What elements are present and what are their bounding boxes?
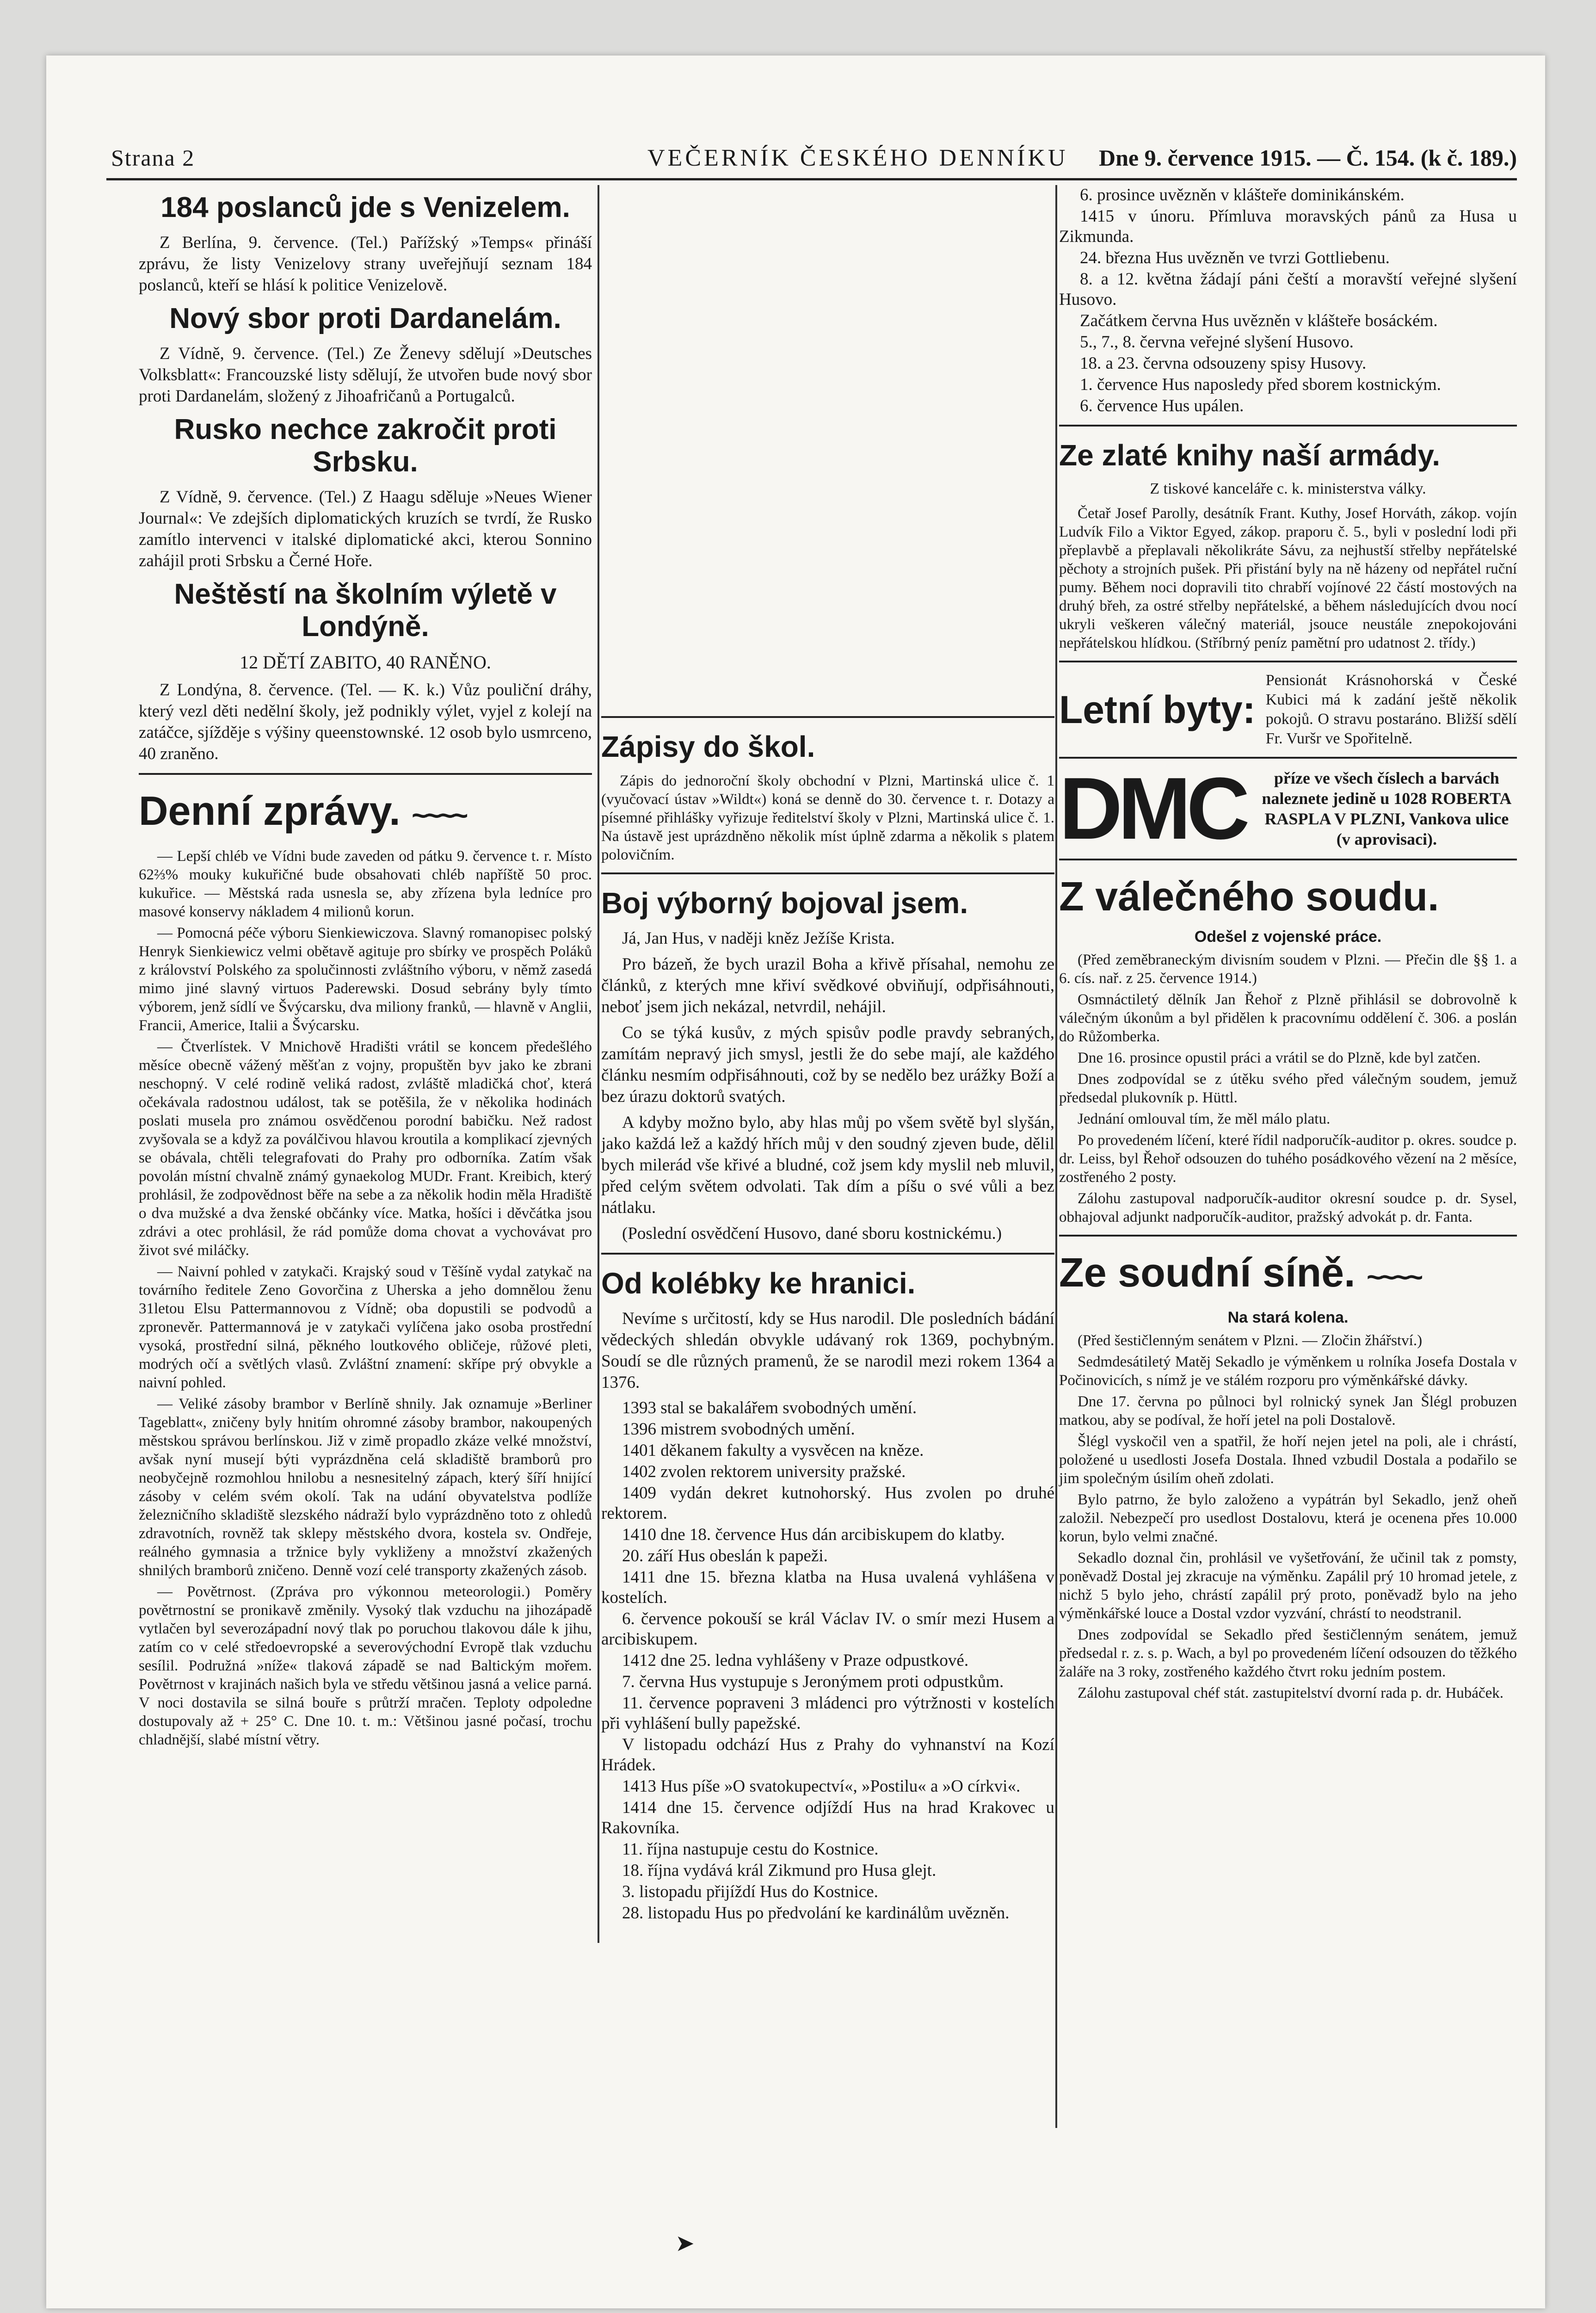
headline-soudni: Ze soudní síně. — [1059, 1249, 1356, 1295]
soudni-paragraph: Zálohu zastupoval chéf stát. zastupitelství dvorní rada p. dr. Hubáček. — [1078, 1685, 1504, 1701]
divider — [139, 773, 592, 775]
headline-zapisy: Zápisy do škol. — [601, 730, 815, 763]
valecny-paragraph: Dne 16. prosince opustil práci a vrátil se do Plzně, kde byl zatčen. — [1078, 1050, 1481, 1066]
divider — [1059, 757, 1517, 759]
column-3 — [1059, 185, 1517, 1705]
timeline-entry: 1396 mistrem svobodných umění. — [622, 1420, 855, 1439]
news-item: — Lepší chléb ve Vídni bude zaveden od pátku 9. července t. r. Místo 62⅔% mouky kukuřičné bude obsahovati chléb napříště 50 proc. kukuřice. — Městská rada usnesla se, aby zřízena byla ledníce pro masové konservy nákladem 4 milionů korun. — [139, 848, 592, 920]
headline-valecny: Z válečného soudu. — [1059, 873, 1439, 919]
page-header — [106, 143, 1517, 180]
newspaper-title: VEČERNÍK ČESKÉHO DENNÍKU — [647, 145, 1068, 171]
divider — [1059, 661, 1517, 662]
timeline-entry: 1. července Hus naposledy před sborem kostnickým. — [1080, 375, 1441, 394]
timeline-entry: 6. července pokouší se král Václav IV. o smír mezi Husem a arcibiskupem. — [601, 1609, 1054, 1649]
section-denni-title: Denní zprávy. — [139, 788, 401, 834]
timeline-entry: 1414 dne 15. července odjíždí Hus na hrad Krakovec u Rakovníka. — [601, 1798, 1054, 1837]
article-nestesti: Z Londýna, 8. července. (Tel. — K. k.) Vůz pouliční dráhy, který vezl děti nedělní školy, jež podnikly výlet, vyjel z kolejí na zatáčce, sjížděje s výšiny queenstownské. 12 osob bylo usmrceno, 40 zraněno. — [139, 680, 592, 763]
subheadline-soudni: Na stará kolena. — [1227, 1309, 1349, 1326]
timeline-entry: 28. listopadu Hus po předvolání ke kardinálům uvězněn. — [622, 1904, 1010, 1923]
headline-kolebky: Od kolébky ke hranici. — [601, 1267, 916, 1300]
ad-dmc — [1059, 760, 1517, 858]
timeline-entry: 20. září Hus obeslán k papeži. — [622, 1546, 828, 1565]
issue-date: Dne 9. července 1915. — Č. 154. (k č. 189.) — [1099, 145, 1517, 171]
ad-letni-byty — [1059, 671, 1517, 748]
column-rule-1 — [598, 185, 599, 1943]
subheadline-nestesti: 12 DĚTÍ ZABITO, 40 RANĚNO. — [240, 652, 491, 673]
timeline-entry: 18. října vydává král Zikmund pro Husa glejt. — [622, 1861, 937, 1880]
section-denni-zpravy — [139, 789, 592, 838]
valecny-paragraph: Jednání omlouval tím, že měl málo platu. — [1078, 1111, 1331, 1127]
timeline-entry: Začátkem června Hus uvězněn v klášteře bosáckém. — [1080, 311, 1438, 330]
ad-letni-title: Letní byty: — [1059, 688, 1256, 731]
column-1 — [139, 185, 592, 1752]
wavy-ornament: ~~~~ — [412, 800, 466, 831]
news-item: — Pomocná péče výboru Sienkiewiczova. Slavný romanopisec polský Henryk Sienkiewicz velmi obětavě agituje pro sbírky ve prospěch Poláků z království Polského za spolučinnosti zvláštního výboru, v němž zasedá mimo jiné slavný virtuos Paderewski. Dosud sebrány byly tímto výborem, jenž sídlí ve Švýcarsku, dva miliony franků, — hlavně v Anglii, Francii, Americe, Italii a Švýcarsku. — [139, 925, 592, 1034]
article-zapisy: Zápis do jednoroční školy obchodní v Plzni, Martinská ulice č. 1 (vyučovací ústav »Wildt«) koná se denně do 30. července t. r. Dotazy a písemné přihlášky vyřizuje ředitelství školy v Plzni, Martinská ulice č. 1. Na ústavě jest uprázdněno několik míst úplně zdarma a několik s platem polovičním. — [601, 773, 1054, 863]
soudni-paragraph: Dne 17. června po půlnoci byl rolnický synek Jan Šlégl probuzen matkou, aby se podíval, že hoří jetel na poli Dostalově. — [1059, 1393, 1517, 1429]
timeline-entry: 11. července popraveni 3 mládenci pro výtržnosti v kostelích při vyhlášení bully papežské. — [601, 1694, 1054, 1733]
headline-nestesti: Neštěstí na školním výletě v Londýně. — [174, 578, 557, 643]
column-2 — [601, 708, 1054, 1924]
timeline-entry: 1413 Hus píše »O svatokupectví«, »Postilu« a »O církvi«. — [622, 1777, 1021, 1796]
wavy-ornament: ~~~~ — [1367, 1262, 1421, 1293]
timeline-entry: 1402 zvolen rektorem university pražské. — [622, 1462, 906, 1481]
page-number: Strana 2 — [111, 145, 195, 171]
timeline-entry: 1410 dne 18. července Hus dán arcibiskupem do klatby. — [622, 1525, 1005, 1544]
valecny-paragraph: Dnes zodpovídal se z útěku svého před válečným soudem, jemuž předsedal plukovník p. Hüttl. — [1059, 1071, 1517, 1106]
timeline-entry: V listopadu odchází Hus z Prahy do vyhnanství na Kozí Hrádek. — [601, 1735, 1054, 1775]
article-zlate: Četař Josef Parolly, desátník Frant. Kuthy, Josef Horváth, zákop. vojín Ludvík Filo a Viktor Egyed, zákop. praporu č. 5., byli v poslední lodi při přeplavbě a přeplavali několikráte Sávu, za nejhustší střelby nepřátelské pěchoty a strojních pušek. Při přistání byly na ně házeny od nepřátel ruční pumy. Během noci dopravili tito chrabří vojínové 22 částí mostových na druhý břeh, za ostré střelby nepřátelské, a během následujících dvou nocí ukryli veškeren válečný materiál, jsouce neustále znepokojováni nepřátelskou hlídkou. (Stříbrný peníz pamětní pro udatnost 2. třídy.) — [1059, 505, 1517, 651]
soudni-paragraph: Sedmdesátiletý Matěj Sekadlo je výměnkem u rolníka Josefa Dostala v Počinovicích, s nímž je ve stálém rozporu pro výměnkářské dávky. — [1059, 1354, 1517, 1389]
boj-paragraph: A kdyby možno bylo, aby hlas můj po všem světě byl slyšán, jako každá lež a každý hřích můj v den soudný zjeven bude, dělil bych milerád vše křivé a bludné, což jsem kdy myslil neb mluvil, před celým světem odvolati. Tak dím a píšu o své vůli a bez nátlaku. — [601, 1113, 1054, 1217]
boj-paragraph: Co se týká kusův, z mých spisův podle pravdy sebraných, zamítám nepravý jich smysl, jestli že do sebe mají, ale každého článku nesmím odpřisáhnouti, což by se nedělo bez urážky Boží a bez úrazu doktorů svatých. — [601, 1023, 1054, 1106]
timeline-entry: 6. prosince uvězněn v klášteře dominikánském. — [1080, 186, 1405, 204]
news-item: — Naivní pohled v zatykači. Krajský soud v Těšíně vydal zatykač na továrního ředitele Zeno Govorčina z Uherska a jeho domnělou ženu 31letou Elsu Pattermannovou z Vídně; oba dopustili se podvodů a zpronevěr. Pattermannová je v zatykači vylíčena jako osoba prostřední vysoká, prostřední silná, pěkného loutkového obličeje, růžové pleti, modrých očí a světlých vlasů. Zvláštní znamení: skřípe prý obvykle a naivní pohled. — [139, 1263, 592, 1391]
soudni-paragraph: (Před šestičlenným senátem v Plzni. — Zločin žhářství.) — [1078, 1332, 1423, 1349]
article-rusko: Z Vídně, 9. července. (Tel.) Z Haagu sděluje »Neues Wiener Journal«: Ve zdejších diplomatických kruzích se tvrdí, že Rusko zamítlo intervenci v italské diplomatické akci, kterou Sonnino zahájil proti Srbsku a Černé Hoře. — [139, 488, 592, 570]
timeline-entry: 7. června Hus vystupuje s Jeronýmem proti odpustkům. — [622, 1672, 1004, 1691]
timeline-entry: 11. října nastupuje cestu do Kostnice. — [622, 1840, 879, 1859]
divider — [601, 716, 1054, 718]
headline-sbor: Nový sbor proti Dardanelám. — [169, 303, 561, 334]
timeline-entry: 1409 vydán dekret kutnohorský. Hus zvolen po druhé rektorem. — [601, 1484, 1054, 1523]
continue-arrow-icon: ➤ — [675, 2230, 695, 2256]
divider — [1059, 859, 1517, 860]
divider — [1059, 1235, 1517, 1237]
headline-zlate: Ze zlaté knihy naší armády. — [1059, 439, 1441, 472]
valecny-paragraph: Osmnáctiletý dělník Jan Řehoř z Plzně přihlásil se dobrovolně k válečným úkonům a byl přidělen k pracovnímu oddělení č. 306. a poslán do Růžomberka. — [1059, 991, 1517, 1045]
dmc-text: příze ve všech číslech a barvách naleznete jedině u 1028 ROBERTA RASPLA V PLZNI, Vankova ulice (v aprovisaci). — [1262, 769, 1512, 848]
boj-paragraph: Já, Jan Hus, v naději kněz Ježíše Krista. — [622, 929, 895, 948]
valecny-paragraph: (Před zeměbraneckým divisním soudem v Plzni. — Přečin dle §§ 1. a 6. cís. nař. z 25. července 1914.) — [1059, 952, 1517, 987]
section-soudni — [1059, 1250, 1517, 1299]
valecny-paragraph: Po provedeném líčení, které řídil nadporučík-auditor p. okres. soudce p. dr. Leiss, byl Řehoř odsouzen do tuhého posádkového vězení na 2 měsíce, zostřeného 2 posty. — [1059, 1132, 1517, 1186]
column-rule-2 — [1055, 185, 1057, 2128]
headline-boj: Boj výborný bojoval jsem. — [601, 886, 968, 920]
soudni-paragraph: Sekadlo doznal čin, prohlásil ve vyšetřování, že učinil tak z pomsty, poněvadž Dostal jej zkracuje na výměnku. Zapálil prý 10 hromad jetele, z nichž 5 bylo jeho, chrástí zapálil prý proto, poněvadž bylo na jeho výměnkářské louce a Dostal vzdor vyzvání, chrástí to neodstranil. — [1059, 1550, 1517, 1622]
soudni-paragraph: Dnes zodpovídal se Sekadlo před šestičlenným senátem, jemuž předsedal r. z. s. p. Wach, a byl po provedeném líčení odsouzen do těžkého žaláře na 3 roky, zostřeného každého čtvrt roku jedním postem. — [1059, 1627, 1517, 1680]
news-item: — Čtverlístek. V Mnichově Hradišti vrátil se koncem předešlého měsíce obecně vážený měšťan z vojny, propuštěn byv jako ke zbrani neschopný. V celé rodině veliká radost, zvláště mladičká choť, která očekávala radostnou událost, tak se potěšila, že v několika hodinách poslati musela pro známou osvědčenou porodní babičku. Než radost zvyšovala se a když za poválčivou hlavou kroutila a komplikací zjevných se obávala, chtěli telegrafovati do Prahy pro odborníka. Zatím však povolán místní chvalně známý gynaekolog MUDr. Frant. Kreibich, který prohlásil, že zodpovědnost běře na sebe a za několik hodin měla Hradiště o dva mužské a dva ženské občánky více. Matka, hošíci i děvčátka jsou zdrávi a otec prohlásil, že rád pomůže doma chovat a vychovávat pro život své miláčky. — [139, 1039, 592, 1259]
timeline-entry: 8. a 12. května žádají páni čeští a moravští veřejné slyšení Husovo. — [1059, 270, 1517, 309]
soudni-paragraph: Šlégl vyskočil ven a spatřil, že hoří nejen jetel na poli, ale i chrástí, položené u usedlosti Josefa Dostala. Ihned vzbudil Dostala a podařilo se jim společným úsilím oheň zdolati. — [1059, 1433, 1517, 1487]
timeline-entry: 24. března Hus uvězněn ve tvrzi Gottliebenu. — [1080, 248, 1390, 267]
subheadline-zlate: Z tiskové kanceláře c. k. ministerstva války. — [1150, 480, 1426, 497]
article-sbor: Z Vídně, 9. července. (Tel.) Ze Ženevy sdělují »Deutsches Volksblatt«: Francouzské listy sdělují, že utvořen bude nový sbor proti Dardanelám, složený z Jihoafričanů a Portugalců. — [139, 344, 592, 406]
subheadline-valecny: Odešel z vojenské práce. — [1194, 928, 1382, 946]
boj-paragraph: Pro bázeň, že bych urazil Boha a křivě přísahal, nemohu ze článků, z kterých mne křiví svědkové obviňují, odpřisáhnouti, neboť jsem jich nekázal, netvrdil, nehájil. — [601, 955, 1054, 1016]
timeline-entry: 5., 7., 8. června veřejné slyšení Husovo. — [1080, 333, 1354, 352]
timeline-entry: 3. listopadu přijíždí Hus do Kostnice. — [622, 1882, 878, 1901]
timeline-entry: 1401 děkanem fakulty a vysvěcen na kněze. — [622, 1441, 924, 1460]
timeline-entry: 1411 dne 15. března klatba na Husa uvalená vyhlášena v kostelích. — [601, 1568, 1054, 1607]
boj-paragraph: (Poslední osvědčení Husovo, dané sboru kostnickému.) — [622, 1224, 1002, 1243]
timeline-entry: 1412 dne 25. ledna vyhlášeny v Praze odpustkové. — [622, 1651, 969, 1670]
headline-rusko: Rusko nechce zakročit proti Srbsku. — [174, 414, 557, 478]
dmc-logo: DMC — [1059, 760, 1245, 858]
timeline-entry: 18. a 23. června odsouzeny spisy Husovy. — [1080, 354, 1367, 373]
ad-letni-text: Pensionát Krásnohorská v České Kubici má k zadání ještě několik pokojů. O stravu postaráno. Bližší sdělí Fr. Vuršr ve Spořitelně. — [1265, 672, 1517, 747]
divider — [601, 1253, 1054, 1255]
soudni-paragraph: Bylo patrno, že bylo založeno a vypátrán byl Sekadlo, jenž oheň založil. Nebezpečí pro usedlost Dostalovu, která je ocenena přes 10.000 korun, bylo velmi značné. — [1059, 1491, 1517, 1545]
timeline-entry: 1415 v únoru. Přímluva moravských pánů za Husa u Zikmunda. — [1059, 207, 1517, 246]
divider — [601, 872, 1054, 874]
timeline-entry: 1393 stal se bakalářem svobodných umění. — [622, 1398, 917, 1417]
divider — [1059, 425, 1517, 427]
article-venizelos: Z Berlína, 9. července. (Tel.) Pařížský »Temps« přináší zprávu, že listy Venizelovy strany uveřejňují seznam 184 poslanců, kteří se hlásí k politice Venizelově. — [139, 233, 592, 295]
headline-venizelos: 184 poslanců jde s Venizelem. — [160, 192, 570, 223]
kolebky-intro: Nevíme s určitostí, kdy se Hus narodil. Dle posledních bádání vědeckých shledán obvykle udávaný rok 1369, pochybným. Soudí se dle různých pramenů, že se narodil mezi rokem 1364 a 1376. — [601, 1309, 1054, 1392]
valecny-paragraph: Zálohu zastupoval nadporučík-auditor okresní soudce p. dr. Sysel, obhajoval adjunkt nadporučík-auditor, pražský advokát p. dr. Fanta. — [1059, 1190, 1517, 1225]
news-item: — Veliké zásoby brambor v Berlíně shnily. Jak oznamuje »Berliner Tageblatt«, zničeny byly hnitím ohromné zásoby brambor, nakoupených městskou správou berlínskou. Již v zimě propadlo zkáze velké množství, avšak nyní musejí býti vyprázdněna celá skladiště bramborů pro neobyčejně rozmohlou hnilobu a nesnesitelný zápach, který šíří hnijící zásoby v celém svém okolí. Tak na udání obyvatelstva podlíže železničního skladiště slezského nádraží bylo vyprázdněno toto z ohledů zdravotních, rovněž tak sklepy městského dvora, kostela sv. Ondřeje, reálného gymnasia a tržnice byly vykliženy a množství zkažených shnilých bramborů zničeno. Denně vozí celé transporty zkažených zásob. — [139, 1396, 592, 1579]
timeline-entry: 6. července Hus upálen. — [1080, 396, 1244, 415]
news-item: — Povětrnost. (Zpráva pro výkonnou meteorologii.) Poměry povětrnostní se pronikavě změnily. Vysoký tlak vzduchu na jihozápadě vytlačen byl severozápadní nový tlak po poruchou tlakovou dále k jihu, zatím co v celé středoevropské a severovýchodní Evropě tlak vzduchu sesílil. Podružná »níže« tlaková západě se nad Baltickým mořem. Povětrnost v krajinách našich byla ve středu většinou jasná a velice parná. V noci dostavila se silná bouře s průtrží mračen. Teploty odpoledne dostupovaly až + 25° C. Dne 10. t. m.: Většinou jasné počasí, trochu chladnější, slabé místní větry. — [139, 1583, 592, 1748]
